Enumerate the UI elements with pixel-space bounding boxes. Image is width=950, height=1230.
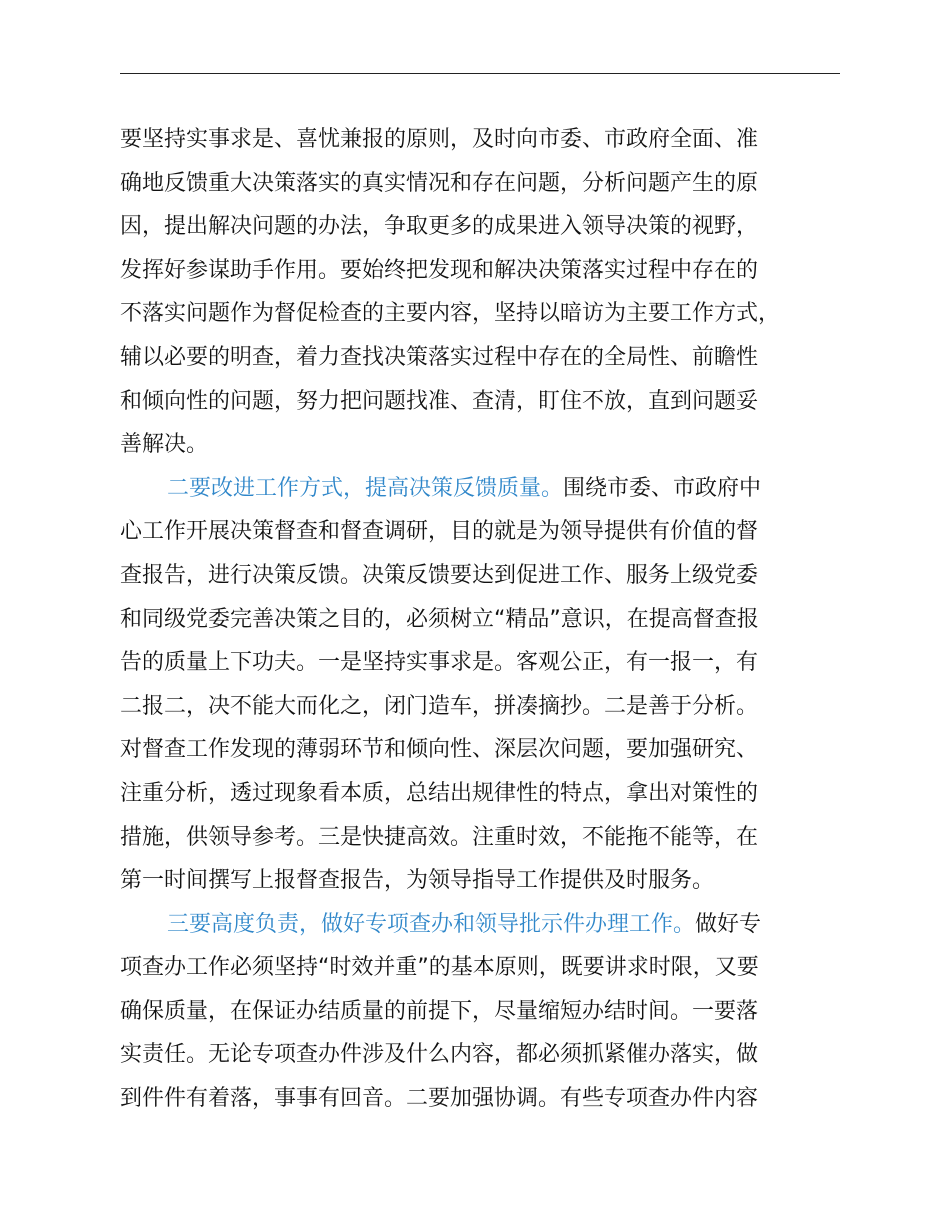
text-line: 二报二，决不能大而化之，闭门造车，拼凑摘抄。二是善于分析。 xyxy=(120,693,759,719)
paragraph-first-line xyxy=(120,903,858,947)
text-line: 和同级党委完善决策之目的，必须树立“精品”意识，在提高督查报 xyxy=(120,606,759,632)
text-line: 确保质量，在保证办结质量的前提下，尽量缩短办结时间。一要落 xyxy=(120,998,759,1024)
text-line: 要坚持实事求是、喜忧兼报的原则，及时向市委、市政府全面、准 xyxy=(120,127,759,152)
header-rule xyxy=(120,73,840,74)
section-heading: 三要高度负责，做好专项查办和领导批示件办理工作。 xyxy=(167,911,696,937)
text-line: 发挥好参谋助手作用。要始终把发现和解决决策落实过程中存在的 xyxy=(120,257,759,283)
text-run: 做好专 xyxy=(695,911,762,937)
text-line: 注重分析，透过现象看本质，总结出规律性的特点，拿出对策性的 xyxy=(120,780,759,806)
text-line: 查报告，进行决策反馈。决策反馈要达到促进工作、服务上级党委 xyxy=(120,562,759,588)
text-run: 围绕市委、市政府中 xyxy=(563,475,762,501)
document-body xyxy=(120,118,858,1121)
text-line: 对督查工作发现的薄弱环节和倾向性、深层次问题，要加强研究、 xyxy=(120,737,759,763)
text-line: 辅以必要的明查，着力查找决策落实过程中存在的全局性、前瞻性 xyxy=(120,344,759,370)
text-line: 和倾向性的问题，努力把问题找准、查清，盯住不放，直到问题妥 xyxy=(120,388,759,414)
text-line: 第一时间撰写上报督查报告，为领导指导工作提供及时服务。 xyxy=(120,868,715,894)
text-line: 因，提出解决问题的办法，争取更多的成果进入领导决策的视野， xyxy=(120,214,759,240)
text-line: 项查办工作必须坚持“时效并重”的基本原则，既要讲求时限，又要 xyxy=(120,955,759,981)
text-line: 到件件有着落，事事有回音。二要加强协调。有些专项查办件内容 xyxy=(120,1086,759,1112)
text-line: 措施，供领导参考。三是快捷高效。注重时效，不能拖不能等，在 xyxy=(120,824,759,850)
section-heading: 二要改进工作方式，提高决策反馈质量。 xyxy=(167,475,564,501)
text-line: 确地反馈重大决策落实的真实情况和存在问题，分析问题产生的原 xyxy=(120,170,759,196)
text-line: 善解决。 xyxy=(120,432,209,458)
text-line: 心工作开展决策督查和督查调研，目的就是为领导提供有价值的督 xyxy=(120,519,759,545)
paragraph-3 xyxy=(120,903,858,1121)
text-line: 不落实问题作为督促检查的主要内容，坚持以暗访为主要工作方式， xyxy=(120,301,781,327)
paragraph-1 xyxy=(120,118,858,467)
text-line: 告的质量上下功夫。一是坚持实事求是。客观公正，有一报一，有 xyxy=(120,650,759,676)
text-line: 实责任。无论专项查办件涉及什么内容，都必须抓紧催办落实，做 xyxy=(120,1042,759,1068)
paragraph-first-line xyxy=(120,467,858,511)
paragraph-2 xyxy=(120,467,858,903)
